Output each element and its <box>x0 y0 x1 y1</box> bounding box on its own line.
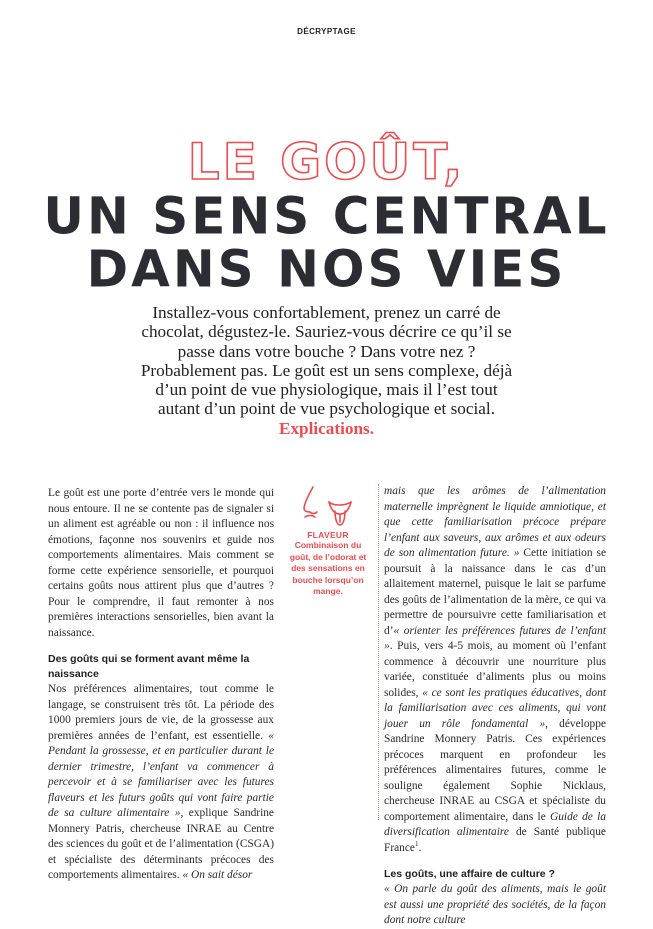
subheading-birth: Des goûts qui se forment avant même la naissance <box>48 653 250 680</box>
subheading-culture: Les goûts, une affaire de culture ? <box>384 868 555 880</box>
footnote-marker: 1 <box>415 839 419 848</box>
lede-accent: Explications. <box>278 418 375 438</box>
title-line-3: DANS NOS VIES <box>86 239 567 299</box>
body-paragraph-left <box>48 682 274 884</box>
quote-text: « orienter les préférences futures de l’enfant » <box>384 624 606 652</box>
quote-text: « Pendant la grossesse, et en particulier durant le dernier trimestre, l’enfant va commencer à percevoir et à se familiariser avec les futures flaveurs et les futurs goûts qui vont faire partie de sa culture alimentaire » <box>48 729 274 819</box>
left-column <box>48 486 274 884</box>
body-paragraph-right <box>384 484 606 856</box>
quote-text: « On sait désor <box>182 869 253 881</box>
intro-paragraph: Le goût est une porte d’entrée vers le monde qui nous entoure. Il ne se contente pas de signaler si un aliment est agréable ou non : il influence nos émotions, façonne nos souvenirs et guide nos comportements alimentaires. Mais comment se forme cette expérience sensorielle, et pourquoi certains goûts nous attirent plus que d’autres ? Pour le comprendre, il faut remonter à nos premières interactions sensorielles, bien avant la naissance. <box>48 487 274 639</box>
title-line-2: UN SENS CENTRAL <box>43 186 610 246</box>
body-text: . <box>418 841 422 854</box>
body-text: de Santé publique France <box>384 826 606 854</box>
sidebar-text: Combinaison du goût, de l’odorat et des sensations en bouche lorsqu’on mange. <box>289 540 367 596</box>
sidebar-title: FLAVEUR <box>307 530 349 540</box>
body-text: Cette initiation se poursuit à la naissance dans le cas d’un allaitement maternel, puisque le lait se parfume des goûts de l’alimentation de la mère, ce qui va permettre de poursuivre cette familiarisation et d’ <box>384 547 606 637</box>
lede-paragraph <box>140 303 513 438</box>
culture-paragraph <box>384 882 606 929</box>
quote-text: « ce sont les pratiques éducatives, dont la familiarisation avec ces aliments, qui vont jouer un rôle fondamental » <box>384 686 606 730</box>
title-line-1: LE GOÛT, <box>187 133 466 191</box>
body-text: , explique Sandrine Monnery Patris, chercheuse INRAE au Centre des sciences du goût et de l’alimentation (CSGA) et spécialiste des déterminants précoces des comportements alimentaires. <box>48 807 274 881</box>
lede-text: Installez-vous confortablement, prenez un carré de chocolat, dégustez-le. Sauriez-vous décrire ce qu’il se passe dans votre bouche ? Dans votre nez ? Probablement pas. Le goût est un sens complexe, déjà d’un point de vue physiologique, mais il l’est tout autant d’un point de vue psychologique et social. <box>140 303 513 419</box>
flaveur-sidebar <box>284 484 372 598</box>
nose-mouth-tongue-icon <box>299 484 357 528</box>
quote-text: mais que les arômes de l’alimentation maternelle imprègnent le liquide amniotique, et que cette familiarisation précoce prépare l’enfant aux saveurs, aux arômes et aux odeurs de son alimentation future. » <box>384 485 606 559</box>
body-text: , développe Sandrine Monnery Patris. Ces expériences précoces marquent en profondeur les préférences alimentaires futures, comme le souligne également Sophie Nicklaus, chercheuse INRAE au CSGA et spécialiste du comportement alimentaire, dans le <box>384 717 606 823</box>
body-text: . Puis, vers 4-5 mois, au moment où l’enfant commence à découvrir une nourriture plus variée, constituée d’aliments plus ou moins solides, <box>384 640 606 699</box>
section-label: DÉCRYPTAGE <box>297 27 356 36</box>
guide-title: Guide de la diversification alimentaire <box>384 810 606 838</box>
quote-text: « On parle du goût des aliments, mais le goût est aussi une propriété des sociétés, de la façon dont notre culture <box>384 883 606 926</box>
right-column <box>384 484 606 929</box>
column-divider <box>378 484 380 820</box>
body-text: Nos préférences alimentaires, tout comme le langage, se construisent très tôt. La période des 1000 premiers jours de vie, de la grossesse aux premières années de l’enfant, est essentielle. <box>48 683 274 742</box>
